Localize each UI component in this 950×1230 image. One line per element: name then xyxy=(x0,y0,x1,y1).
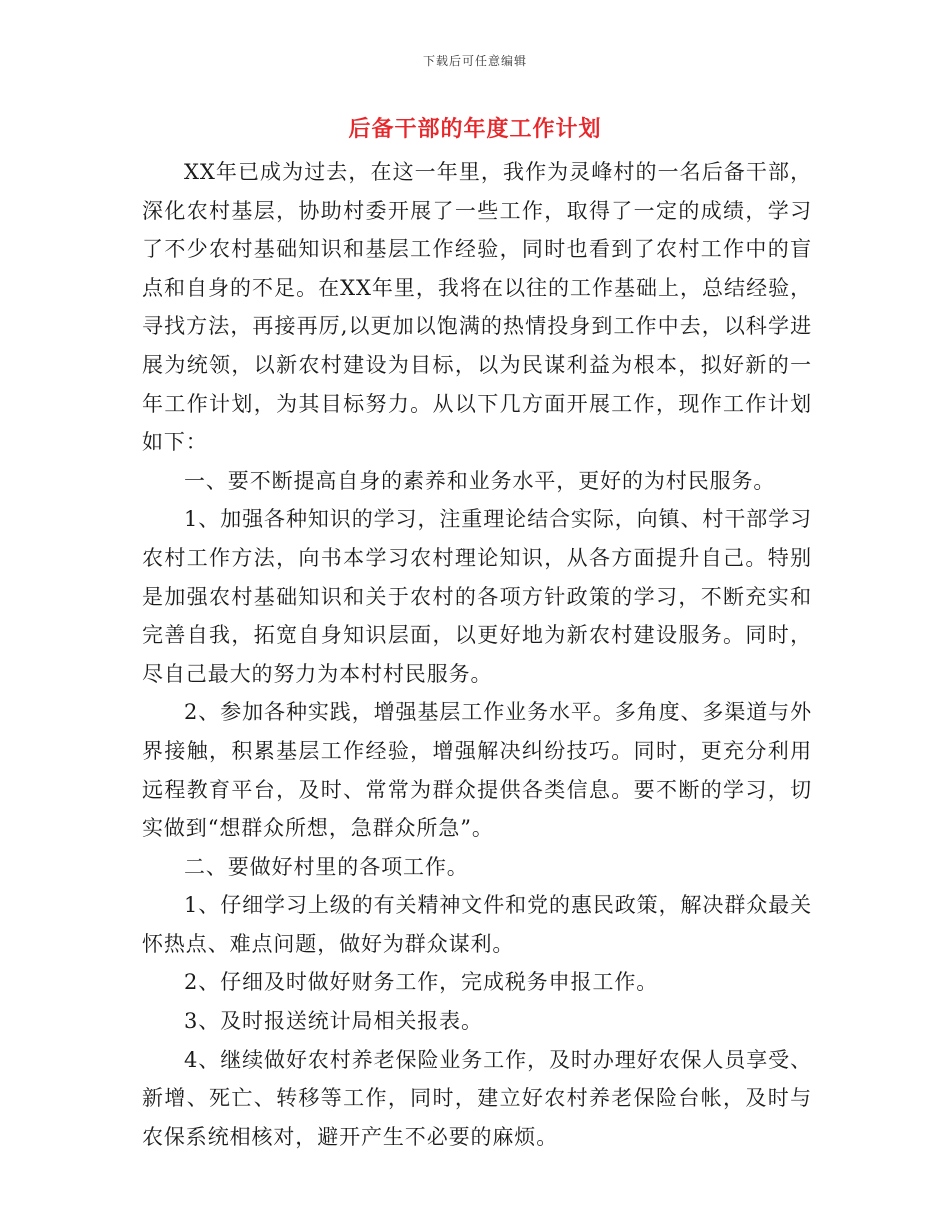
paragraph-item: 2、仔细及时做好财务工作，完成税务申报工作。 xyxy=(184,970,659,995)
section-heading-1: 一、要不断提高自身的素养和业务水平，更好的为村民服务。 xyxy=(184,468,776,493)
paragraph-intro: XX年已成为过去，在这一年里，我作为灵峰村的一名后备干部，深化农村基层，协助村委开展了一些工作，取得了一定的成绩，学习了不少农村基础知识和基层工作经验，同时也看到了农村工作中的盲点和自身的不足。在XX年里，我将在以往的工作基础上，总结经验，寻找方法，再接再厉,以更加以饱满的热情投身到工作中去，以科学进展为统领，以新农村建设为目标，以为民谋利益为根本，拟好新的一年工作计划，为其目标努力。从以下几方面开展工作，现作工作计划如下： xyxy=(142,160,812,455)
paragraph-item: 4、继续做好农村养老保险业务工作，及时办理好农保人员享受、新增、死亡、转移等工作，同时，建立好农村养老保险台帐，及时与农保系统相核对，避开产生不必要的麻烦。 xyxy=(142,1047,812,1149)
page-header-note: 下载后可任意编辑 xyxy=(422,54,527,68)
paragraph-item: 1、加强各种知识的学习，注重理论结合实际，向镇、村干部学习农村工作方法，向书本学习农村理论知识，从各方面提升自己。特别是加强农村基础知识和关于农村的各项方针政策的学习，不断充实和完善自我，拓宽自身知识层面，以更好地为新农村建设服务。同时，尽自己最大的努力为本村村民服务。 xyxy=(142,507,812,686)
document-title: 后备干部的年度工作计划 xyxy=(348,117,602,142)
document-body xyxy=(142,153,812,1156)
paragraph-item: 3、及时报送统计局相关报表。 xyxy=(184,1009,483,1034)
paragraph-item: 1、仔细学习上级的有关精神文件和党的惠民政策，解决群众最关怀热点、难点问题，做好为群众谋利。 xyxy=(142,893,812,956)
paragraph-item: 2、参加各种实践，增强基层工作业务水平。多角度、多渠道与外界接触，积累基层工作经验，增强解决纠纷技巧。同时，更充分利用远程教育平台，及时、常常为群众提供各类信息。要不断的学习，切实做到“想群众所想，急群众所急”。 xyxy=(142,700,812,841)
section-heading-2: 二、要做好村里的各项工作。 xyxy=(184,854,469,879)
